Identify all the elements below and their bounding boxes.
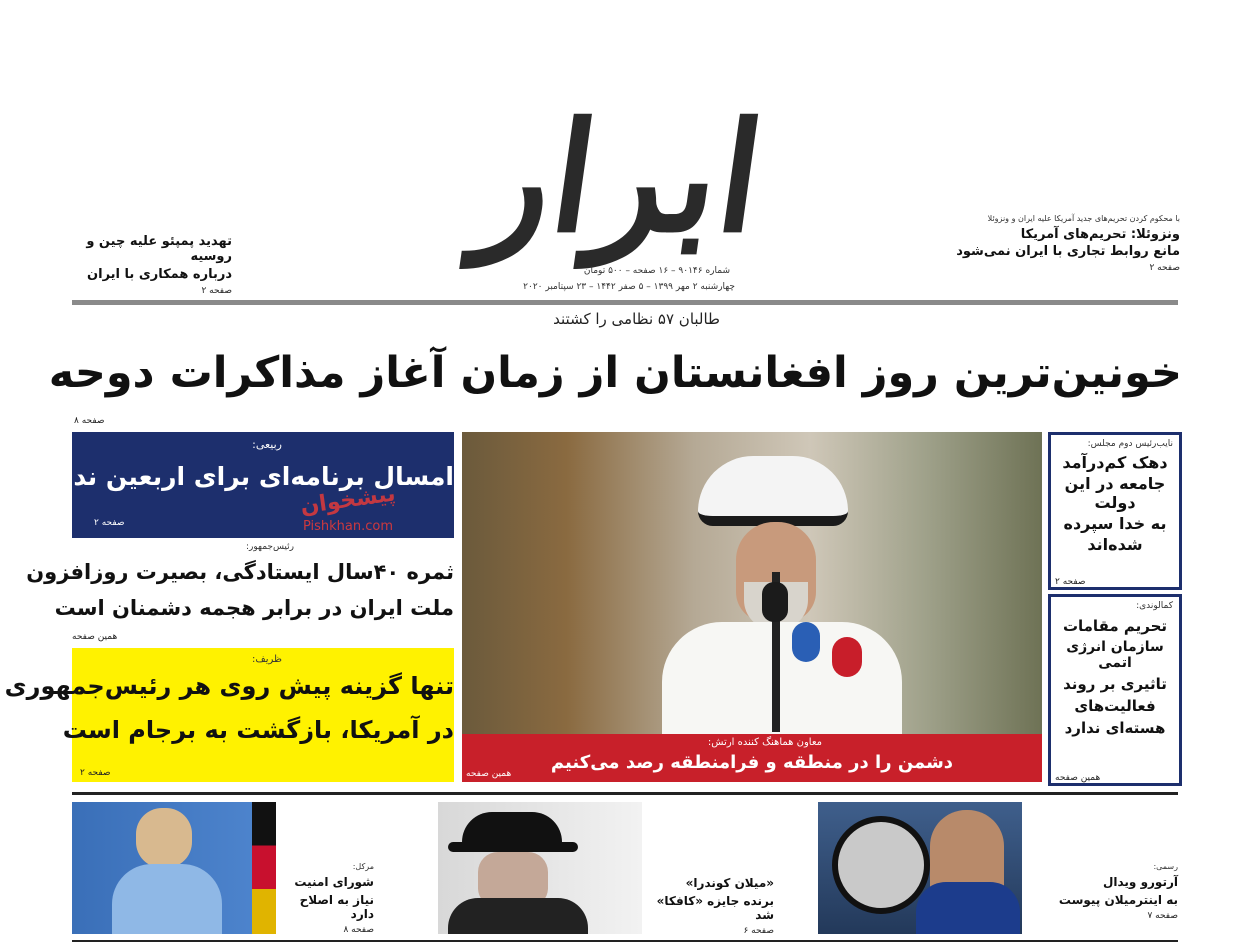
- mic: [762, 582, 788, 622]
- page-ref: صفحه ۸: [343, 925, 374, 935]
- caption-kicker: معاون هماهنگ کننده ارتش:: [707, 737, 822, 748]
- story-line: آرتورو ویدال: [1102, 875, 1178, 889]
- masthead-logo: ابرار: [468, 90, 774, 266]
- story-kicker: ربیعی:: [252, 438, 282, 451]
- story-kicker: نایب‌رئیس دوم مجلس:: [1087, 439, 1173, 449]
- page-ref: صفحه ۲: [1055, 577, 1086, 587]
- lead-kicker: طالبان ۵۷ نظامی را کشتند: [553, 310, 720, 328]
- bottom-photo[interactable]: [438, 802, 642, 934]
- story-line: شده‌اند: [1087, 535, 1143, 554]
- white-story[interactable]: [26, 542, 454, 646]
- story-line: تنها گزینه پیش روی هر رئیس‌جمهوری: [4, 672, 454, 700]
- story-kicker: ظریف:: [252, 654, 282, 665]
- page-ref: صفحه ۸: [74, 416, 105, 426]
- page-ref: صفحه ۲: [94, 518, 125, 528]
- story-line: دهک کم‌درآمد: [1062, 453, 1168, 472]
- page-ref: صفحه ۲: [80, 768, 111, 778]
- story-kicker: کمالوندی:: [1136, 601, 1173, 611]
- lead-headline[interactable]: خونین‌ترین روز افغانستان از زمان آغاز مذاکرات دوحه: [48, 348, 1182, 398]
- photo-caption-bar[interactable]: [462, 734, 1042, 782]
- story-kicker: رئیس‌جمهور:: [246, 542, 294, 552]
- story-line: جامعه در این دولت: [1064, 474, 1166, 512]
- page-ref: صفحه ۶: [743, 926, 774, 936]
- story-line: شورای امنیت: [294, 875, 374, 889]
- section-rule: [72, 940, 1178, 942]
- bottom-photo[interactable]: [818, 802, 1022, 934]
- page-ref: صفحه ۷: [1147, 911, 1178, 921]
- section-rule: [72, 792, 1178, 795]
- story-line: تاثیری بر روند: [1063, 675, 1167, 693]
- story-line: «میلان کوندرا»: [685, 876, 774, 890]
- story-line: فعالیت‌های: [1074, 697, 1156, 715]
- story-line: به اینترمیلان پیوست: [1058, 893, 1178, 907]
- bottom-story[interactable]: [278, 862, 374, 935]
- top-left-teaser[interactable]: [72, 234, 232, 296]
- story-line: ثمره ۴۰سال ایستادگی، بصیرت روزافزون: [26, 560, 454, 584]
- page-ref: همین صفحه: [72, 632, 118, 642]
- story-line: به خدا سپرده: [1063, 514, 1167, 533]
- story-headline: امسال برنامه‌ای برای اربعین نداریم: [21, 462, 454, 491]
- side-story[interactable]: [1048, 594, 1182, 786]
- story-kicker: رسمی:: [1153, 862, 1178, 871]
- teaser-line: تهدید پمپئو علیه چین و روسیه: [86, 234, 232, 264]
- bottom-story[interactable]: [644, 876, 774, 936]
- lead-photo[interactable]: [462, 432, 1042, 734]
- teaser-line: درباره همکاری با ایران: [87, 267, 232, 282]
- watermark-url: Pishkhan.com: [302, 519, 394, 534]
- mic: [792, 622, 820, 662]
- page-ref: همین صفحه: [466, 769, 512, 779]
- story-line: هسته‌ای ندارد: [1064, 719, 1166, 737]
- teaser-kicker: با محکوم کردن تحریم‌های جدید آمریکا علیه ایران و ونزوئلا: [987, 214, 1180, 223]
- story-line: نیاز به اصلاح دارد: [299, 893, 374, 921]
- yellow-story[interactable]: [4, 648, 454, 782]
- story-kicker: مرکل:: [352, 862, 374, 871]
- mic: [832, 637, 862, 677]
- teaser-line: ونزوئلا: تحریم‌های آمریکا: [1020, 227, 1180, 242]
- side-story[interactable]: [1048, 432, 1182, 590]
- watermark-brand: پیشخوان: [298, 481, 398, 520]
- person-figure: [136, 808, 192, 868]
- page-ref: صفحه ۲: [201, 286, 232, 296]
- issue-line: شماره ۹۰۱۴۶ – ۱۶ صفحه – ۵۰۰ تومان: [583, 266, 730, 276]
- inter-logo: [832, 816, 930, 914]
- bottom-story[interactable]: [1024, 862, 1178, 921]
- date-line: چهارشنبه ۲ مهر ۱۳۹۹ – ۵ صفر ۱۴۴۲ – ۲۳ سپتامبر ۲۰۲۰: [523, 282, 735, 292]
- bottom-photo[interactable]: [72, 802, 276, 934]
- page-ref: همین صفحه: [1055, 773, 1101, 783]
- teaser-line: مانع روابط تجاری با ایران نمی‌شود: [956, 244, 1180, 259]
- story-line: برنده جایزه «کافکا» شد: [656, 894, 774, 922]
- header-rule: [72, 300, 1178, 305]
- top-right-teaser[interactable]: [930, 214, 1180, 273]
- story-line: ملت ایران در برابر هجمه دشمنان است: [54, 596, 454, 620]
- story-line: تحریم مقامات: [1062, 617, 1168, 635]
- caption-headline: دشمن را در منطقه و فرامنطقه رصد می‌کنیم: [550, 752, 954, 773]
- story-line: سازمان انرژی اتمی: [1066, 639, 1164, 671]
- page-ref: صفحه ۲: [1149, 263, 1180, 273]
- story-line: در آمریکا، بازگشت به برجام است: [62, 716, 454, 744]
